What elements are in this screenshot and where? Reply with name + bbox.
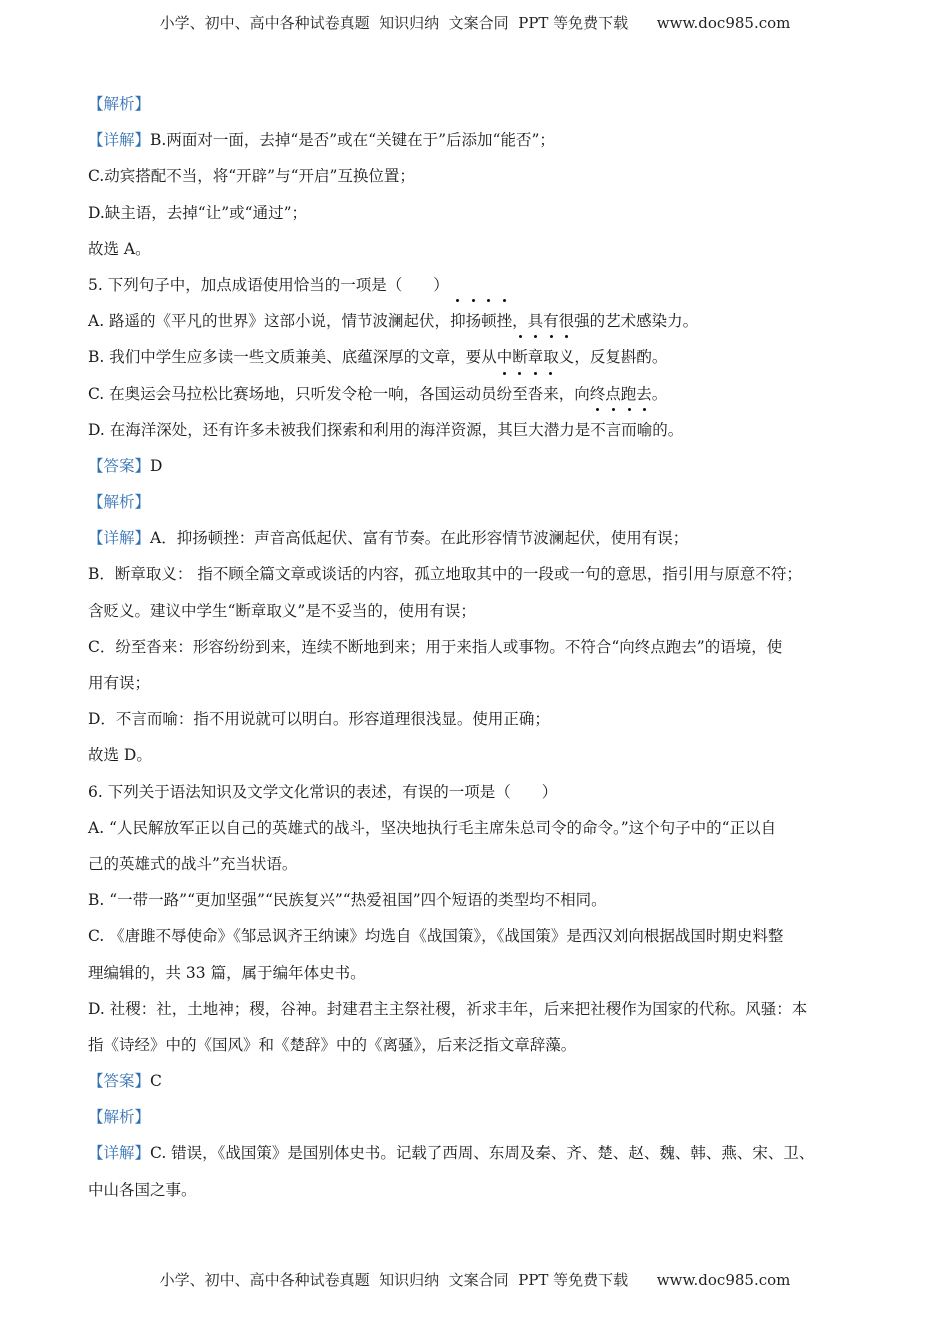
- analysis-heading: [88, 86, 878, 122]
- answer-value: C: [150, 1072, 162, 1091]
- option-text: 的。: [652, 420, 684, 439]
- q5-detail-d: D．不言而喻：指不用说就可以明白。形容道理很浅显。使用正确；: [88, 710, 550, 729]
- q5-detail-c1: C．纷至沓来：形容纷纷到来，连续不断地到来；用于来指人或事物。不符合“向终点跑去”的语境，使: [88, 637, 783, 656]
- q6-analysis-heading: [88, 1099, 878, 1135]
- q6-option-a2: 己的英雄式的战斗”充当状语。: [88, 854, 298, 873]
- page-footer: 小学、初中、高中各种试卷真题 知识归纳 文案合同 PPT 等免费下载 www.doc985.com: [159, 1271, 791, 1289]
- detail-label: 【详解】: [88, 131, 151, 150]
- answer-value: D: [150, 456, 163, 475]
- option-text: ，向终点跑去。: [558, 384, 668, 403]
- detail-c-line: C.动宾搭配不当，将“开辟”与“开启”互换位置；: [88, 167, 415, 186]
- q6-detail-2: 中山各国之事。: [88, 1180, 197, 1199]
- document-body: [88, 86, 878, 1208]
- analysis-label: 【解析】: [88, 493, 151, 512]
- answer-label: 【答案】: [88, 1072, 151, 1091]
- option-text: B. 我们中学生应多读一些文质兼美、底蕴深厚的文章，要从中: [88, 348, 513, 367]
- q6-option-c2: 理编辑的，共 33 篇，属于编年体史书。: [88, 963, 366, 982]
- q6-option-d1: D. 社稷：社，土地神；稷，谷神。封建君主主祭社稷，祈求丰年，后来把社稷作为国家的代称。风骚：本: [88, 999, 808, 1018]
- dotted-char: 取: [543, 339, 559, 375]
- dotted-char: 而: [621, 412, 637, 448]
- q6-option-b: B. “一带一路”“更加坚强”“民族复兴”“热爱祖国”四个短语的类型均不相同。: [88, 891, 607, 910]
- q6-option-a1: A. “人民解放军正以自己的英雄式的战斗，坚决地执行毛主席朱总司令的命令。”这个句子中的“正以自: [88, 818, 777, 837]
- dotted-char: 来: [543, 376, 559, 412]
- q5-analysis-heading: [88, 484, 878, 520]
- detail-text: A．抑扬顿挫：声音高低起伏、富有节奏。在此形容情节波澜起伏，使用有误；: [150, 529, 689, 548]
- q5-detail-a: [88, 520, 878, 556]
- q5-option-a: [88, 303, 878, 339]
- dotted-char: 扬: [466, 303, 482, 339]
- q5-option-d: [88, 412, 878, 448]
- analysis-label: 【解析】: [88, 1108, 151, 1127]
- dotted-char: 沓: [528, 376, 544, 412]
- dotted-char: 抑: [450, 303, 466, 339]
- dotted-char: 纷: [497, 376, 513, 412]
- dotted-char: 喻: [637, 412, 653, 448]
- option-text: C. 在奥运会马拉松比赛场地，只听发令枪一响，各国运动员: [88, 384, 497, 403]
- q5-option-b: [88, 339, 878, 375]
- option-text: ，具有很强的艺术感染力。: [512, 312, 699, 331]
- dotted-char: 挫: [497, 303, 513, 339]
- q5-answer-line: [88, 448, 878, 484]
- question-6-stem: 6. 下列关于语法知识及文学文化常识的表述，有误的一项是（ ）: [88, 782, 558, 801]
- q5-detail-b2: 含贬义。建议中学生“断章取义”是不妥当的，使用有误；: [88, 601, 476, 620]
- q5-detail-c2: 用有误；: [88, 674, 151, 692]
- dotted-char: 断: [512, 339, 528, 375]
- option-text: ，反复斟酌。: [574, 348, 668, 367]
- dotted-char: 言: [606, 412, 622, 448]
- detail-label: 【详解】: [88, 1144, 151, 1163]
- answer-label: 【答案】: [88, 456, 151, 475]
- option-text: A. 路遥的《平凡的世界》这部小说，情节波澜起伏，: [88, 312, 451, 331]
- q6-option-c1: C. 《唐雎不辱使命》《邹忌讽齐王纳谏》均选自《战国策》，《战国策》是西汉刘向根据战国时期史料整: [88, 927, 784, 946]
- dotted-char: 义: [559, 339, 575, 375]
- dotted-char: 顿: [481, 303, 497, 339]
- detail-text: C. 错误，《战国策》是国别体史书。记载了西周、东周及秦、齐、楚、赵、魏、韩、燕、宋、卫、: [150, 1144, 815, 1163]
- q6-option-d2: 指《诗经》中的《国风》和《楚辞》中的《离骚》，后来泛指文章辞藻。: [88, 1035, 577, 1054]
- page-header: 小学、初中、高中各种试卷真题 知识归纳 文案合同 PPT 等免费下载 www.doc985.com: [159, 14, 791, 32]
- dotted-char: 至: [512, 376, 528, 412]
- detail-text: B.两面对一面，去掉“是否”或在“关键在于”后添加“能否”；: [150, 131, 555, 150]
- q6-detail-1: [88, 1135, 878, 1171]
- dotted-char: 章: [528, 339, 544, 375]
- analysis-label: 【解析】: [88, 95, 151, 113]
- q6-answer-line: [88, 1063, 878, 1099]
- detail-d-line: D.缺主语，去掉“让”或“通过”；: [88, 203, 307, 222]
- detail-line: [88, 122, 878, 158]
- q5-option-c: [88, 376, 878, 412]
- question-5-stem: 5. 下列句子中，加点成语使用恰当的一项是（ ）: [88, 275, 449, 294]
- detail-label: 【详解】: [88, 529, 151, 548]
- conclusion-line: 故选 A。: [88, 239, 151, 258]
- q5-detail-b1: B．断章取义： 指不顾全篇文章或谈话的内容，孤立地取其中的一段或一句的意思，指引用与原意不符；: [88, 565, 802, 584]
- dotted-char: 不: [590, 412, 606, 448]
- option-text: D. 在海洋深处，还有许多未被我们探索和利用的海洋资源，其巨大潜力是: [88, 420, 591, 439]
- q5-conclusion: 故选 D。: [88, 746, 152, 765]
